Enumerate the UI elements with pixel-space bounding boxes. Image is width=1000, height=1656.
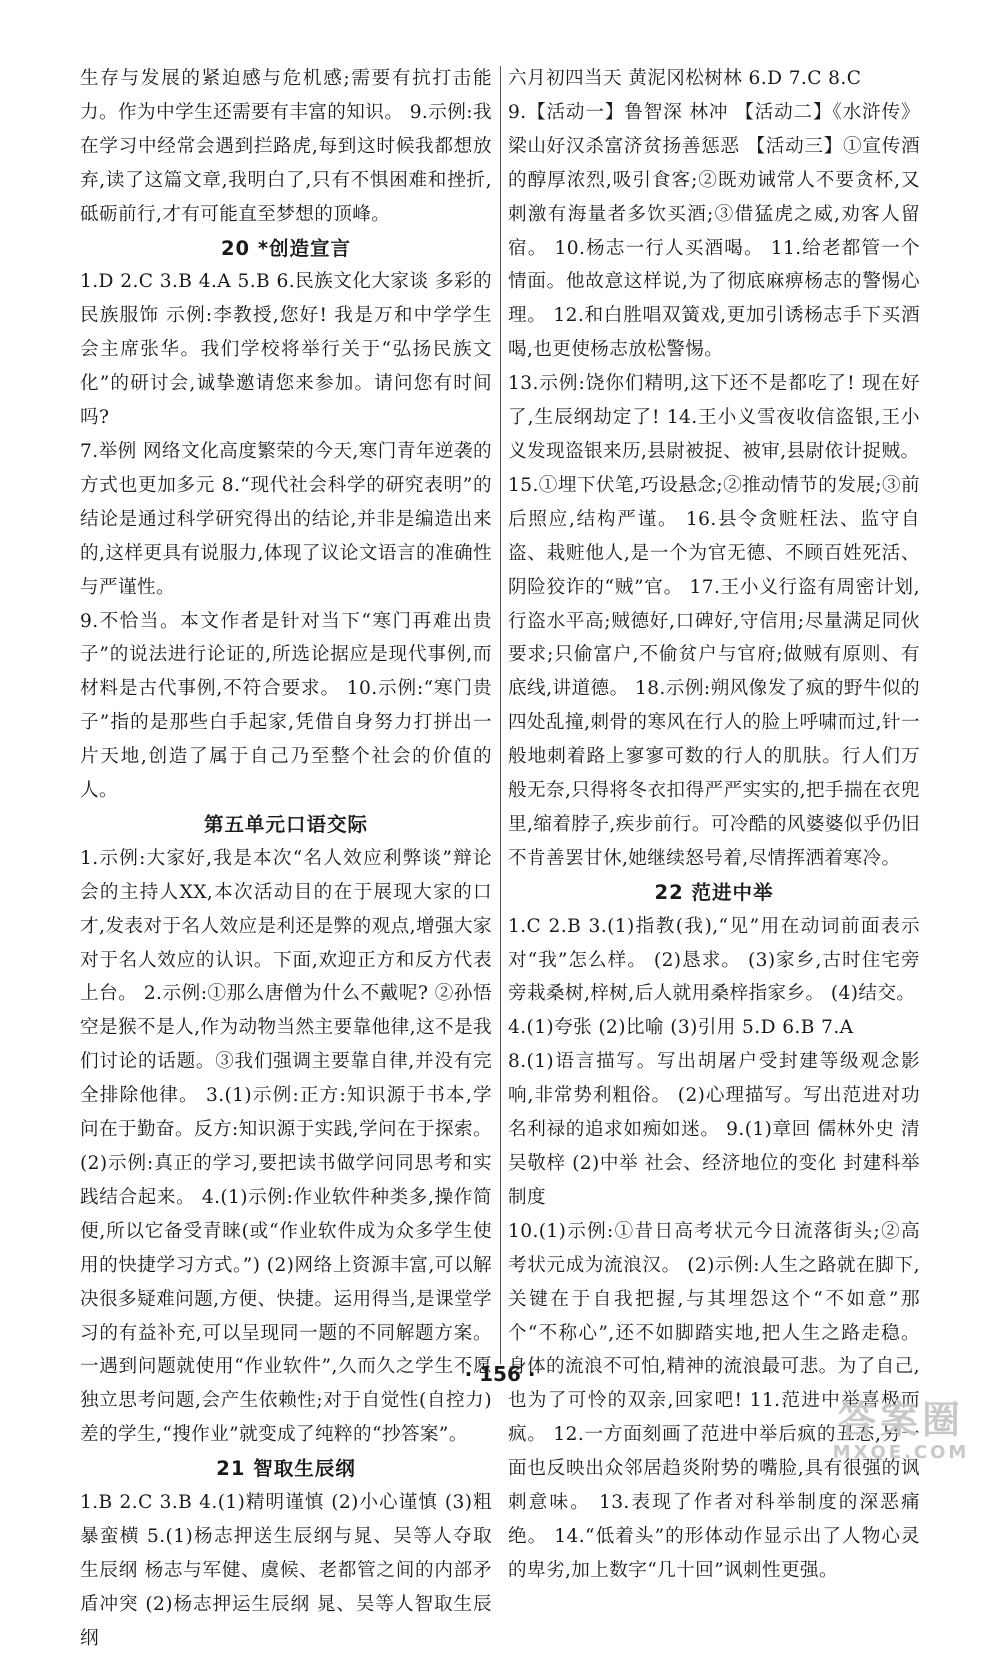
answer-paragraph: 15.①埋下伏笔,巧设悬念;②推动情节的发展;③前后照应,结构严谨。 16.县令贪赃枉法、监守自盗、栽赃他人,是一个为官无德、不顾百姓死活、阴险狡诈的“贼”官。 17.王小义行盗有周密计划,行盗水平高;贼德好,口碑好,守信用;尽量满足同伙要求;只偷富户,不偷贫户与官府;做贼有原则、有底线,讲道德。 18.示例:朔风像发了疯的野牛似的四处乱撞,刺骨的寒风在行人的脸上呼啸而过,针一般地刺着路上寥寥可数的行人的肌肤。行人们万般无奈,只得将冬衣扣得严严实实的,把手揣在衣兜里,缩着脖子,疾步前行。可冷酷的风婆婆似乎仍旧不肯善罢甘休,她继续怒号着,尽情挥洒着寒冷。 bbox=[508, 474, 920, 869]
watermark-url-text: MXQE.COM bbox=[832, 1442, 970, 1463]
answer-paragraph: 13.示例:饶你们精明,这下还不是都吃了! 现在好了,生辰纲劫定了! 14.王小义雪夜收信盗银,王小义发现盗银来历,县尉被捉、被审,县尉依计捉贼。 bbox=[508, 373, 920, 462]
answer-paragraph: 9.【活动一】鲁智深 林冲 【活动二】《水浒传》梁山好汉杀富济贫扬善惩恶 【活动三】①宣传酒的醇厚浓烈,吸引食客;②既劝诫常人不要贪杯,又刺激有海量者多饮买酒;③借猛虎之威,劝客人留宿。 10.杨志一行人买酒喝。 11.给老都管一个情面。他故意这样说,为了彻底麻痹杨志的警惕心理。 12.和白胜唱双簧戏,更加引诱杨志手下买酒喝,也更使杨志放松警惕。 bbox=[508, 101, 920, 361]
section-heading: 第五单元口语交际 bbox=[203, 812, 368, 836]
answer-paragraph: 1.B 2.C 3.B 4.(1)精明谨慎 (2)小心谨慎 (3)粗暴蛮横 5.(1)杨志押送生辰纲与晁、吴等人夺取生辰纲 杨志与军健、虞候、老都管之间的内部矛盾冲突 (2)杨志押运生辰纲 晁、吴等人智取生辰纲 bbox=[80, 1492, 492, 1649]
answer-paragraph: 4.(1)夸张 (2)比喻 (3)引用 5.D 6.B 7.A bbox=[508, 1017, 854, 1039]
column-divider bbox=[500, 66, 501, 1364]
answer-paragraph: 1.D 2.C 3.B 4.A 5.B 6.民族文化大家谈 多彩的民族服饰 示例:李教授,您好! 我是万和中学学生会主席张华。我们学校将举行关于“弘扬民族文化”的研讨会,诚挚邀请您来参加。请问您有时间吗? bbox=[80, 271, 492, 429]
left-column bbox=[80, 62, 492, 1656]
section-heading: 21 智取生辰纲 bbox=[216, 1457, 356, 1481]
answer-paragraph: 9.不恰当。本文作者是针对当下“寒门再难出贵子”的说法进行论证的,所选论据应是现代事例,而材料是古代事例,不符合要求。 10.示例:“寒门贵子”指的是那些白手起家,凭借自身努力打拼出一片天地,创造了属于自己乃至整个社会的价值的人。 bbox=[80, 610, 492, 802]
watermark-logo bbox=[808, 1398, 994, 1468]
page-number: · 156 · bbox=[464, 1362, 536, 1386]
answer-paragraph: 生存与发展的紧迫感与危机感;需要有抗打击能力。作为中学生还需要有丰富的知识。 9.示例:我在学习中经常会遇到拦路虎,每到这时候我都想放弃,读了这篇文章,我明白了,只有不惧困难和挫折,砥砺前行,才有可能直至梦想的顶峰。 bbox=[80, 68, 492, 225]
answer-paragraph: 1.C 2.B 3.(1)指教(我),“见”用在动词前面表示对“我”怎么样。 (2)恳求。 (3)家乡,古时住宅旁旁栽桑树,梓树,后人就用桑梓指家乡。 (4)结交。 bbox=[508, 915, 920, 1005]
answer-paragraph: 10.(1)示例:①昔日高考状元今日流落街头;②高考状元成为流浪汉。 (2)示例:人生之路就在脚下,关键在于自我把握,与其埋怨这个“不如意”那个“不称心”,还不如脚踏实地,把人生之路走稳。身体的流浪不可怕,精神的流浪最可悲。为了自己,也为了可怜的双亲,回家吧! 11.范进中举喜极而疯。 12.一方面刻画了范进中举后疯的丑态,另一面也反映出众邻居趋炎附势的嘴脸,具有很强的讽刺意味。 13.表现了作者对科举制度的深恶痛绝。 14.“低着头”的形体动作显示出了人物心灵的卑劣,加上数字“几十回”讽刺性更强。 bbox=[508, 1220, 920, 1581]
watermark-main-text: 答案圈 bbox=[837, 1398, 964, 1442]
right-column bbox=[508, 62, 920, 1588]
section-heading: 22 范进中举 bbox=[654, 880, 774, 904]
section-heading: 20 *创造宣言 bbox=[220, 236, 352, 260]
answer-paragraph: 1.示例:大家好,我是本次“名人效应利弊谈”辩论会的主持人XX,本次活动目的在于展现大家的口才,发表对于名人效应是利还是弊的观点,增强大家对于名人效应的认识。下面,欢迎正方和反方代表上台。 2.示例:①那么唐僧为什么不戴呢? ②孙悟空是猴不是人,作为动物当然主要靠他律,这不是我们讨论的话题。③我们强调主要靠自律,并没有完全排除他律。 3.(1)示例:正方:知识源于书本,学问在于勤奋。反方:知识源于实践,学问在于探索。 (2)示例:真正的学习,要把读书做学问同思考和实践结合起来。 4.(1)示例:作业软件种类多,操作简便,所以它备受青睐(或“作业软件成为众多学生使用的快捷学习方式。”) (2)网络上资源丰富,可以解决很多疑难问题,方便、快捷。运用得当,是课堂学习的有益补充,可以呈现同一题的不同解题方案。 一遇到问题就使用“作业软件”,久而久之学生不愿独立思考问题,会产生依赖性;对于自觉性(自控力)差的学生,“搜作业”就变成了纯粹的“抄答案”。 bbox=[80, 847, 492, 1446]
answer-paragraph: 六月初四当天 黄泥冈松树林 6.D 7.C 8.C bbox=[508, 68, 862, 89]
answer-paragraph: 7.举例 网络文化高度繁荣的今天,寒门青年逆袭的方式也更加多元 8.“现代社会科学的研究表明”的结论是通过科学研究得出的结论,并非是编造出来的,这样更具有说服力,体现了议论文语言的准确性与严谨性。 bbox=[80, 440, 492, 598]
answer-paragraph: 8.(1)语言描写。写出胡屠户受封建等级观念影响,非常势利粗俗。 (2)心理描写。写出范进对功名利禄的追求如痴如迷。 9.(1)章回 儒林外史 清 吴敬梓 (2)中举 社会、经济地位的变化 封建科举制度 bbox=[508, 1051, 920, 1208]
